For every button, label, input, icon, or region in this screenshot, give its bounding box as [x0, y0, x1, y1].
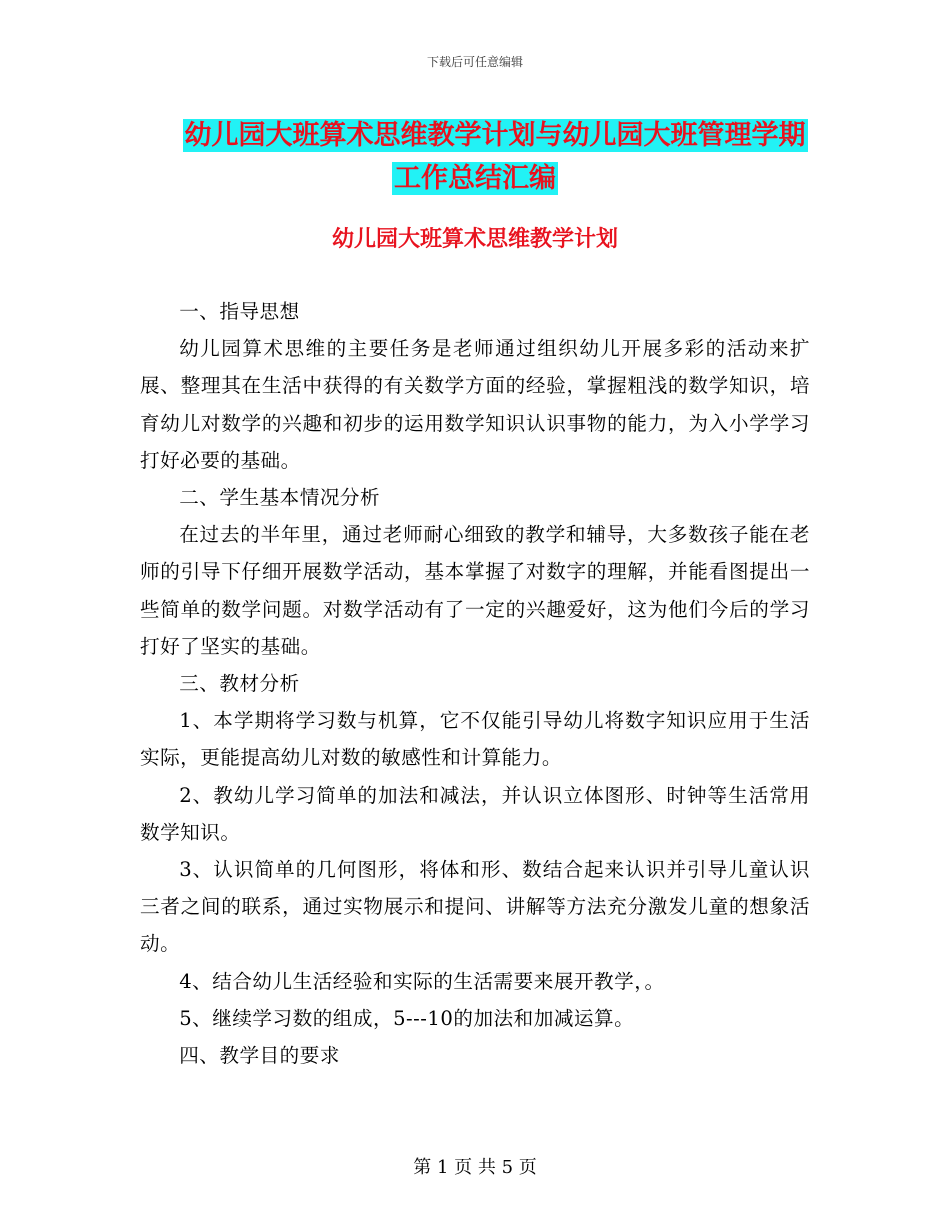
list-item: 3、认识简单的几何图形，将体和形、数结合起来认识并引导儿童认识三者之间的联系，通过实物展示和提问、讲解等方法充分激发儿童的想象活动。	[140, 858, 810, 956]
paragraph-student-analysis: 在过去的半年里，通过老师耐心细致的教学和辅导，大多数孩子能在老师的引导下仔细开展数学活动，基本掌握了对数字的理解，并能看图提出一些简单的数学问题。对数学活动有了一定的兴趣爱好，这为他们今后的学习打好了坚实的基础。	[140, 523, 810, 658]
list-item: 4、结合幼儿生活经验和实际的生活需要来展开教学，。	[179, 969, 665, 993]
section-title: 幼儿园大班算术思维教学计划	[331, 227, 618, 252]
document-body	[140, 293, 810, 1074]
page-number-footer: 第 1 页 共 5 页	[413, 1157, 537, 1178]
list-item: 2、教幼儿学习简单的加法和减法，并认识立体图形、时钟等生活常用数学知识。	[140, 783, 810, 844]
list-item: 5、继续学习数的组成，5---10的加法和加减运算。	[179, 1006, 635, 1030]
heading-guiding-idea: 一、指导思想	[179, 300, 300, 323]
document-title-line-2	[0, 156, 950, 195]
document-title-line-1-text: 幼儿园大班算术思维教学计划与幼儿园大班管理学期	[184, 120, 806, 151]
header-note: 下载后可任意编辑	[426, 55, 523, 69]
heading-material-analysis: 三、教材分析	[179, 672, 300, 696]
document-title-line-1	[20, 113, 950, 152]
heading-teaching-goals: 四、教学目的要求	[179, 1044, 340, 1068]
paragraph-guiding-idea: 幼儿园算术思维的主要任务是老师通过组织幼儿开展多彩的活动来扩展、整理其在生活中获得的有关数学方面的经验，掌握粗浅的数学知识，培育幼儿对数学的兴趣和初步的运用数学知识认识事物的能力，为入小学学习打好必要的基础。	[140, 337, 810, 472]
heading-student-analysis: 二、学生基本情况分析	[179, 486, 381, 510]
list-item: 1、本学期将学习数与机算，它不仅能引导幼儿将数字知识应用于生活实际，更能提高幼儿对数的敏感性和计算能力。	[140, 709, 810, 770]
document-title-line-2-text: 工作总结汇编	[394, 163, 556, 194]
